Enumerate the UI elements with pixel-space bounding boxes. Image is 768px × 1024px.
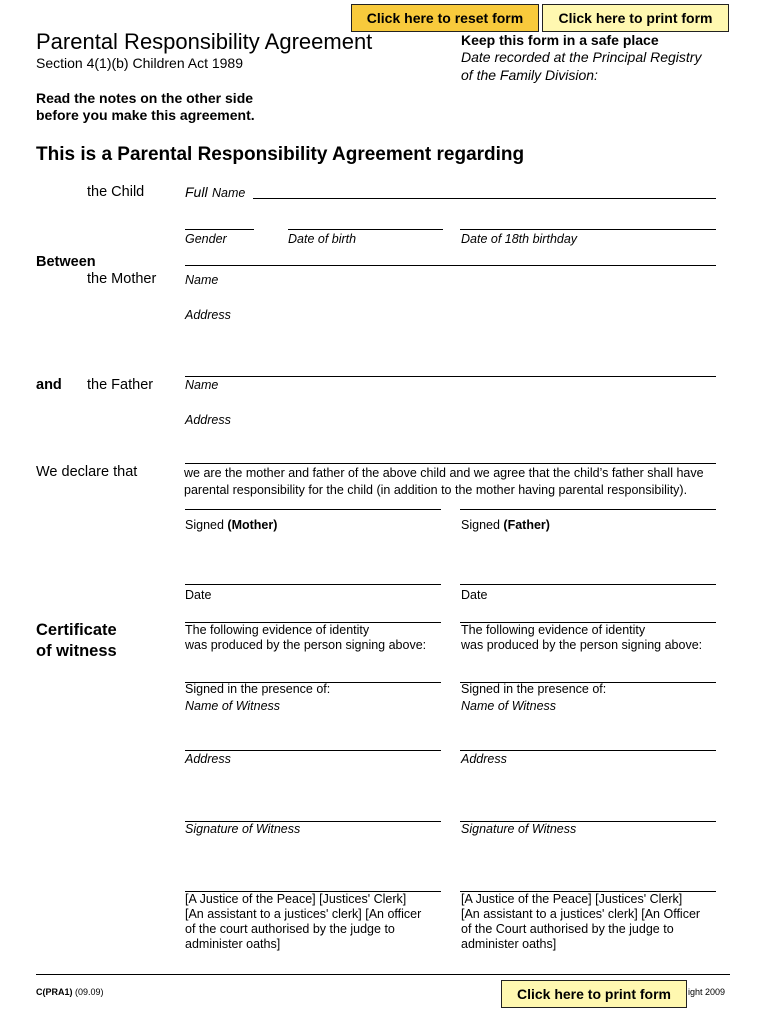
child-gender-field[interactable] xyxy=(185,229,254,230)
child-name-label: Name xyxy=(212,186,246,200)
left-witness-name-rule xyxy=(185,750,441,751)
declaration-line-2: parental responsibility for the child (in addition to the mother having parental responsibility). xyxy=(184,483,688,497)
child-gender-label: Gender xyxy=(185,232,227,246)
and-label: and xyxy=(36,377,62,393)
left-witness-signature-label: Signature of Witness xyxy=(185,822,301,836)
signed-father-label xyxy=(461,518,550,532)
keep-safe-note: Keep this form in a safe place xyxy=(461,32,659,48)
mother-address-field[interactable] xyxy=(185,325,716,373)
declare-top-rule xyxy=(185,463,716,464)
reset-form-button[interactable]: Click here to reset form xyxy=(351,4,539,32)
between-label: Between xyxy=(36,254,96,270)
father-name-field[interactable] xyxy=(185,376,716,377)
father-signature-top-rule xyxy=(460,509,716,510)
left-witness-name-label: Name of Witness xyxy=(185,699,281,713)
right-capacity-line-1: [A Justice of the Peace] [Justices' Clerk] xyxy=(461,892,683,906)
footer-version: (09.09) xyxy=(75,987,104,997)
left-witness-address-field[interactable] xyxy=(185,769,441,819)
right-witness-name-rule xyxy=(460,750,716,751)
mother-section-label: the Mother xyxy=(87,271,157,287)
footer-copyright: ight 2009 xyxy=(688,987,726,997)
signed-word-father: Signed xyxy=(461,518,500,532)
left-capacity-line-3: of the court authorised by the judge to xyxy=(185,922,395,936)
left-capacity-line-1: [A Justice of the Peace] [Justices' Clerk] xyxy=(185,892,407,906)
declaration-line-1: we are the mother and father of the above child and we agree that the child’s father shall have xyxy=(184,466,704,480)
agreement-heading: This is a Parental Responsibility Agreement regarding xyxy=(36,144,525,165)
date-recorded-label-2: of the Family Division: xyxy=(461,67,598,83)
child-section-label: the Child xyxy=(87,184,145,200)
witness-heading-1: Certificate xyxy=(36,621,117,639)
footer-form-code xyxy=(36,987,104,997)
child-name-field[interactable] xyxy=(253,198,716,199)
mother-signature-top-rule xyxy=(185,509,441,510)
father-date-label: Date xyxy=(461,588,488,602)
footer-code: C(PRA1) xyxy=(36,987,73,997)
child-full-label: Full xyxy=(185,184,208,200)
father-paren-label: (Father) xyxy=(503,518,550,532)
right-witness-signature-label: Signature of Witness xyxy=(461,822,577,836)
left-capacity-line-2: [An assistant to a justices' clerk] [An officer xyxy=(185,907,422,921)
signed-word-mother: Signed xyxy=(185,518,224,532)
witness-heading-2: of witness xyxy=(36,642,117,660)
footer-rule xyxy=(36,974,730,975)
father-section-label: the Father xyxy=(87,377,154,393)
mother-name-field[interactable] xyxy=(185,265,716,266)
right-capacity-line-2: [An assistant to a justices' clerk] [An Officer xyxy=(461,907,701,921)
right-witness-name-label: Name of Witness xyxy=(461,699,557,713)
mother-name-label: Name xyxy=(185,273,219,287)
form-title: Parental Responsibility Agreement xyxy=(36,29,373,54)
print-form-button-bottom[interactable]: Click here to print form xyxy=(501,980,687,1008)
left-witness-signature-field[interactable] xyxy=(185,839,441,889)
mother-signature-field[interactable] xyxy=(185,535,441,583)
right-witness-signature-field[interactable] xyxy=(460,839,716,889)
father-date-field[interactable] xyxy=(460,584,716,585)
right-evidence-field[interactable] xyxy=(460,655,716,681)
signed-mother-label xyxy=(185,518,277,532)
right-capacity-line-3: of the Court authorised by the judge to xyxy=(461,922,674,936)
right-capacity-line-4: administer oaths] xyxy=(461,937,557,951)
form-subtitle: Section 4(1)(b) Children Act 1989 xyxy=(36,55,243,71)
right-witness-name-field[interactable] xyxy=(460,716,716,748)
notes-instruction-1: Read the notes on the other side xyxy=(36,90,254,106)
left-witness-name-field[interactable] xyxy=(185,716,441,748)
notes-instruction-2: before you make this agreement. xyxy=(36,107,255,123)
father-address-label: Address xyxy=(185,413,231,427)
right-presence-label: Signed in the presence of: xyxy=(461,682,607,696)
child-dob-field[interactable] xyxy=(288,229,443,230)
child-dob18-field[interactable] xyxy=(460,229,716,230)
date-recorded-label-1: Date recorded at the Principal Registry xyxy=(461,49,702,65)
mother-paren-label: (Mother) xyxy=(227,518,278,532)
father-signature-field[interactable] xyxy=(460,535,716,583)
mother-address-label: Address xyxy=(185,308,231,322)
right-evidence-label-2: was produced by the person signing above: xyxy=(461,638,703,652)
right-witness-address-label: Address xyxy=(461,752,507,766)
child-dob-label: Date of birth xyxy=(288,232,357,246)
father-address-field[interactable] xyxy=(185,430,716,460)
father-name-label: Name xyxy=(185,378,219,392)
left-presence-label: Signed in the presence of: xyxy=(185,682,331,696)
mother-date-label: Date xyxy=(185,588,212,602)
left-evidence-label-2: was produced by the person signing above: xyxy=(185,638,427,652)
right-witness-address-field[interactable] xyxy=(460,769,716,819)
left-witness-address-label: Address xyxy=(185,752,231,766)
left-evidence-label-1: The following evidence of identity xyxy=(185,623,370,637)
right-evidence-label-1: The following evidence of identity xyxy=(461,623,646,637)
print-form-button-top[interactable]: Click here to print form xyxy=(542,4,729,32)
child-dob18-label: Date of 18th birthday xyxy=(461,232,578,246)
child-full-name-label xyxy=(185,184,245,202)
left-evidence-field[interactable] xyxy=(185,655,441,681)
mother-date-field[interactable] xyxy=(185,584,441,585)
left-capacity-line-4: administer oaths] xyxy=(185,937,281,951)
declare-label: We declare that xyxy=(36,464,138,480)
